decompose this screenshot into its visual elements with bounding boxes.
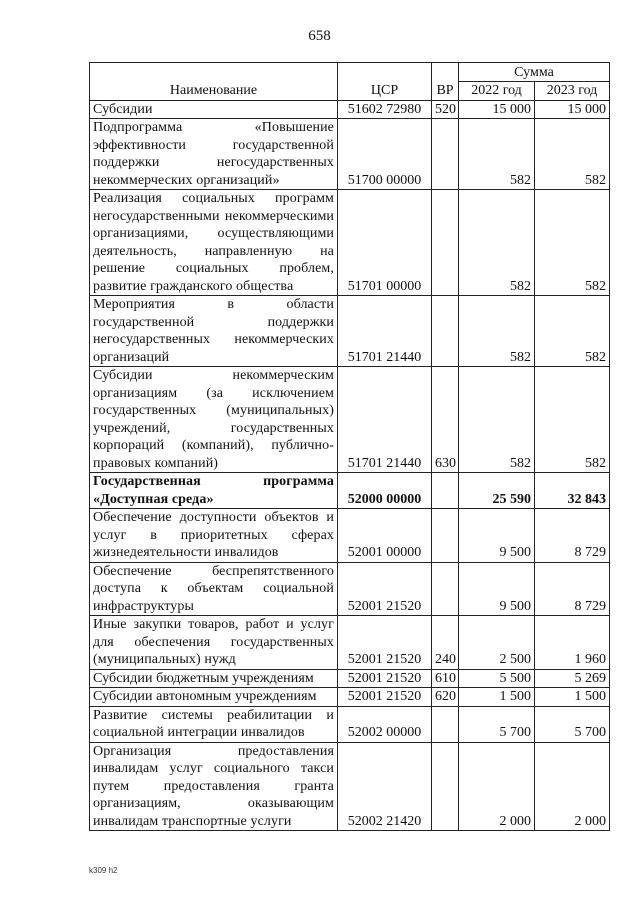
row-csr: 51602 72980 (338, 100, 432, 119)
row-sum-2022: 15 000 (459, 100, 535, 119)
row-vr: 610 (432, 669, 459, 688)
row-sum-2023: 8 729 (535, 562, 610, 616)
row-vr (432, 562, 459, 616)
row-name: Реализация социальных программ негосударственными некоммерческими организациями, осуществляющими деятельность, направленную на решение социальных проблем, развитие гражданского общества (90, 190, 338, 296)
row-csr: 52001 21520 (338, 616, 432, 670)
row-vr: 520 (432, 100, 459, 119)
row-sum-2022: 2 500 (459, 616, 535, 670)
row-vr: 630 (432, 367, 459, 473)
row-csr: 52001 21520 (338, 688, 432, 707)
row-sum-2022: 5 700 (459, 706, 535, 742)
header-name: Наименование (90, 63, 338, 101)
row-sum-2023: 1 960 (535, 616, 610, 670)
row-sum-2023: 32 843 (535, 473, 610, 509)
row-sum-2022: 582 (459, 119, 535, 190)
row-sum-2022: 9 500 (459, 509, 535, 563)
row-csr: 52002 21420 (338, 742, 432, 831)
row-name: Подпрограмма «Повышение эффективности государственной поддержки негосударственных некоммерческих организаций» (90, 119, 338, 190)
row-csr: 51700 00000 (338, 119, 432, 190)
row-vr (432, 706, 459, 742)
row-vr: 620 (432, 688, 459, 707)
row-sum-2023: 5 700 (535, 706, 610, 742)
row-sum-2023: 5 269 (535, 669, 610, 688)
budget-table (89, 62, 610, 831)
row-vr (432, 509, 459, 563)
table-row (90, 473, 610, 509)
row-name: Субсидии автономным учреждениям (90, 688, 338, 707)
header-sum: Сумма (459, 63, 610, 82)
row-vr (432, 296, 459, 367)
row-sum-2023: 15 000 (535, 100, 610, 119)
header-vr: ВР (432, 63, 459, 101)
row-name: Развитие системы реабилитации и социальной интеграции инвалидов (90, 706, 338, 742)
table-row (90, 616, 610, 670)
row-csr: 52001 21520 (338, 669, 432, 688)
row-sum-2023: 2 000 (535, 742, 610, 831)
page-number: 658 (308, 28, 331, 44)
row-sum-2023: 8 729 (535, 509, 610, 563)
row-vr: 240 (432, 616, 459, 670)
row-name: Государственная программа «Доступная среда» (90, 473, 338, 509)
row-name: Субсидии некоммерческим организациям (за исключением государственных (муниципальных) учреждений, государственных корпораций (компаний), публично-правовых компаний) (90, 367, 338, 473)
table-row (90, 688, 610, 707)
row-csr: 52002 00000 (338, 706, 432, 742)
row-sum-2022: 1 500 (459, 688, 535, 707)
row-csr: 52000 00000 (338, 473, 432, 509)
row-name: Обеспечение беспрепятственного доступа к объектам социальной инфраструктуры (90, 562, 338, 616)
row-name: Субсидии бюджетным учреждениям (90, 669, 338, 688)
header-csr: ЦСР (338, 63, 432, 101)
row-csr: 52001 00000 (338, 509, 432, 563)
table-row (90, 190, 610, 296)
table-row (90, 706, 610, 742)
row-csr: 51701 00000 (338, 190, 432, 296)
header-year-2023: 2023 год (535, 82, 610, 101)
table-row (90, 296, 610, 367)
header-year-2022: 2022 год (459, 82, 535, 101)
row-name: Субсидии (90, 100, 338, 119)
row-sum-2022: 5 500 (459, 669, 535, 688)
row-name: Обеспечение доступности объектов и услуг в приоритетных сферах жизнедеятельности инвалидов (90, 509, 338, 563)
row-vr (432, 473, 459, 509)
row-sum-2022: 25 590 (459, 473, 535, 509)
row-sum-2022: 2 000 (459, 742, 535, 831)
row-csr: 52001 21520 (338, 562, 432, 616)
table-row (90, 509, 610, 563)
row-name: Мероприятия в области государственной поддержки негосударственных некоммерческих организаций (90, 296, 338, 367)
row-vr (432, 742, 459, 831)
row-sum-2022: 582 (459, 296, 535, 367)
row-csr: 51701 21440 (338, 296, 432, 367)
row-sum-2023: 582 (535, 119, 610, 190)
row-sum-2022: 9 500 (459, 562, 535, 616)
row-sum-2022: 582 (459, 367, 535, 473)
row-sum-2023: 582 (535, 367, 610, 473)
table-row (90, 100, 610, 119)
table-row (90, 669, 610, 688)
row-sum-2023: 582 (535, 190, 610, 296)
row-sum-2022: 582 (459, 190, 535, 296)
row-sum-2023: 582 (535, 296, 610, 367)
row-name: Организация предоставления инвалидам услуг социального такси путем предоставления гранта организациям, оказывающим инвалидам транспортные услуги (90, 742, 338, 831)
row-csr: 51701 21440 (338, 367, 432, 473)
table-row (90, 562, 610, 616)
table-row (90, 119, 610, 190)
table-body (90, 100, 610, 831)
footer-code: k309 h2 (89, 866, 118, 875)
row-name: Иные закупки товаров, работ и услуг для обеспечения государственных (муниципальных) нужд (90, 616, 338, 670)
row-sum-2023: 1 500 (535, 688, 610, 707)
table-row (90, 742, 610, 831)
table-row (90, 367, 610, 473)
row-vr (432, 190, 459, 296)
row-vr (432, 119, 459, 190)
